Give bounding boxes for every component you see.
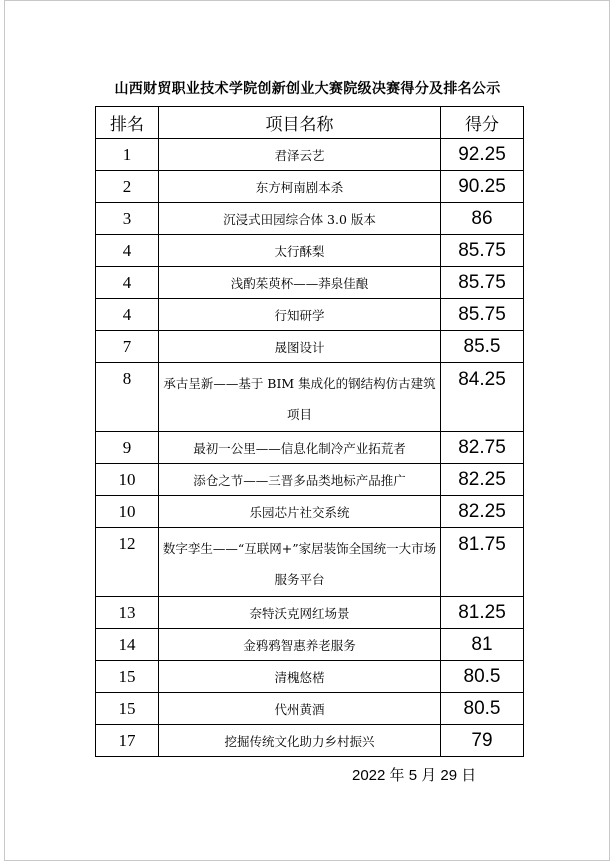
- table-row: [96, 267, 524, 299]
- project-name-cell: 东方柯南剧本杀: [159, 171, 441, 203]
- rank-cell: 4: [96, 267, 159, 299]
- header-project-name: 项目名称: [159, 107, 441, 139]
- score-cell: 80.5: [441, 693, 524, 725]
- publication-date: 2022 年 5 月 29 日: [352, 767, 477, 784]
- rank-cell: 15: [96, 661, 159, 693]
- score-cell: 85.75: [441, 299, 524, 331]
- table-row: [96, 432, 524, 464]
- table-row: [96, 661, 524, 693]
- project-name-cell: 君泽云艺: [159, 139, 441, 171]
- project-name-cell: 奈特沃克网红场景: [159, 597, 441, 629]
- score-cell: 92.25: [441, 139, 524, 171]
- table-row: [96, 528, 524, 597]
- score-cell: 82.75: [441, 432, 524, 464]
- score-cell: 85.5: [441, 331, 524, 363]
- table-row: [96, 693, 524, 725]
- project-name-cell: 乐园芯片社交系统: [159, 496, 441, 528]
- rank-cell: 10: [96, 464, 159, 496]
- project-name-cell: 添仓之节——三晋多品类地标产品推广: [159, 464, 441, 496]
- table-row: [96, 725, 524, 757]
- rank-cell: 3: [96, 203, 159, 235]
- rank-cell: 2: [96, 171, 159, 203]
- table-row: [96, 139, 524, 171]
- project-name-cell: 浅酌茱萸杯——莽泉佳酿: [159, 267, 441, 299]
- table-row: [96, 203, 524, 235]
- score-cell: 80.5: [441, 661, 524, 693]
- rank-cell: 4: [96, 299, 159, 331]
- header-rank: 排名: [96, 107, 159, 139]
- project-name-cell: 数字孪生——“互联网+”家居装饰全国统一大市场服务平台: [159, 528, 441, 597]
- table-row: [96, 496, 524, 528]
- score-cell: 86: [441, 203, 524, 235]
- rank-cell: 12: [96, 528, 159, 597]
- project-name-cell: 沉浸式田园综合体 3.0 版本: [159, 203, 441, 235]
- project-name-cell: 太行酥梨: [159, 235, 441, 267]
- project-name-cell: 清槐悠楛: [159, 661, 441, 693]
- rank-cell: 15: [96, 693, 159, 725]
- project-name-cell: 挖掘传统文化助力乡村振兴: [159, 725, 441, 757]
- table-row: [96, 171, 524, 203]
- rank-cell: 7: [96, 331, 159, 363]
- document-title: 山西财贸职业技术学院创新创业大赛院级决赛得分及排名公示: [114, 81, 501, 97]
- table-row: [96, 299, 524, 331]
- score-cell: 85.75: [441, 235, 524, 267]
- rank-cell: 9: [96, 432, 159, 464]
- rank-cell: 10: [96, 496, 159, 528]
- table-row: [96, 235, 524, 267]
- score-cell: 82.25: [441, 464, 524, 496]
- score-cell: 81.75: [441, 528, 524, 597]
- project-name-cell: 最初一公里——信息化制冷产业拓荒者: [159, 432, 441, 464]
- project-name-cell: 行知研学: [159, 299, 441, 331]
- score-cell: 84.25: [441, 363, 524, 432]
- score-cell: 81.25: [441, 597, 524, 629]
- header-score: 得分: [441, 107, 524, 139]
- table-row: [96, 464, 524, 496]
- table-row: [96, 363, 524, 432]
- score-cell: 90.25: [441, 171, 524, 203]
- score-cell: 82.25: [441, 496, 524, 528]
- table-row: [96, 597, 524, 629]
- project-name-cell: 晟图设计: [159, 331, 441, 363]
- table-header-row: [96, 107, 524, 139]
- rank-cell: 1: [96, 139, 159, 171]
- score-cell: 79: [441, 725, 524, 757]
- ranking-table: [95, 106, 524, 757]
- table-row: [96, 331, 524, 363]
- score-cell: 85.75: [441, 267, 524, 299]
- rank-cell: 13: [96, 597, 159, 629]
- project-name-cell: 承古呈新——基于 BIM 集成化的钢结构仿古建筑项目: [159, 363, 441, 432]
- project-name-cell: 代州黄酒: [159, 693, 441, 725]
- score-cell: 81: [441, 629, 524, 661]
- rank-cell: 8: [96, 363, 159, 432]
- table-row: [96, 629, 524, 661]
- rank-cell: 4: [96, 235, 159, 267]
- project-name-cell: 金鸦鸦智惠养老服务: [159, 629, 441, 661]
- rank-cell: 14: [96, 629, 159, 661]
- rank-cell: 17: [96, 725, 159, 757]
